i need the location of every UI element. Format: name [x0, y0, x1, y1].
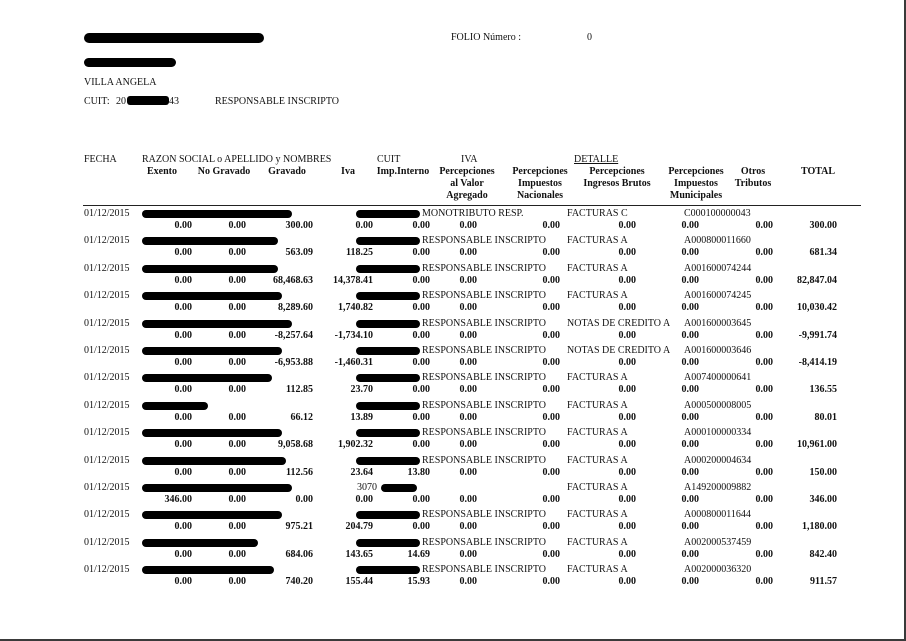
redacted-cuit	[356, 429, 420, 437]
header-otros: Otros Tributos	[734, 166, 772, 189]
header-divider	[83, 205, 861, 206]
row-perc-nac: 0.00	[542, 576, 560, 587]
redacted-cuit	[356, 566, 420, 574]
row-otros: 0.00	[755, 549, 773, 560]
redacted-address	[84, 58, 176, 67]
row-fecha: 01/12/2015	[84, 427, 130, 438]
row-gravado: 66.12	[290, 412, 313, 423]
redacted-cuit	[356, 292, 420, 300]
row-perc-valor: 0.00	[459, 549, 477, 560]
header-no-gravado: No Gravado	[197, 166, 251, 177]
redacted-name	[142, 457, 286, 465]
row-no-gravado: 0.00	[228, 494, 246, 505]
row-perc-mun: 0.00	[681, 467, 699, 478]
redacted-name	[142, 237, 278, 245]
redacted-cuit	[356, 402, 420, 410]
row-otros: 0.00	[755, 521, 773, 532]
row-total: 136.55	[809, 384, 837, 395]
redacted-name	[142, 566, 274, 574]
row-gravado: 112.56	[286, 467, 313, 478]
row-perc-nac: 0.00	[542, 549, 560, 560]
row-exento: 0.00	[174, 412, 192, 423]
row-imp-interno: 13.80	[407, 467, 430, 478]
row-otros: 0.00	[755, 494, 773, 505]
row-iva: 1,740.82	[338, 302, 373, 313]
row-perc-mun: 0.00	[681, 275, 699, 286]
row-perc-mun: 0.00	[681, 521, 699, 532]
row-no-gravado: 0.00	[228, 275, 246, 286]
header-perc-iibb: Percepciones Ingresos Brutos	[583, 166, 651, 189]
row-perc-valor: 0.00	[459, 521, 477, 532]
row-exento: 0.00	[174, 384, 192, 395]
row-iva-condition: RESPONSABLE INSCRIPTO	[422, 564, 547, 575]
row-gravado: -6,953.88	[274, 357, 313, 368]
row-iva: 204.79	[345, 521, 373, 532]
row-iva: 155.44	[345, 576, 373, 587]
row-perc-iibb: 0.00	[618, 494, 636, 505]
row-no-gravado: 0.00	[228, 330, 246, 341]
row-imp-interno: 0.00	[412, 521, 430, 532]
row-numero: C000100000043	[684, 208, 751, 219]
row-iva-condition: RESPONSABLE INSCRIPTO	[422, 345, 547, 356]
row-imp-interno: 0.00	[412, 439, 430, 450]
row-perc-iibb: 0.00	[618, 247, 636, 258]
row-perc-iibb: 0.00	[618, 549, 636, 560]
row-tipo: FACTURAS A	[567, 537, 628, 548]
row-fecha: 01/12/2015	[84, 455, 130, 466]
row-exento: 0.00	[174, 549, 192, 560]
row-numero: A000100000334	[684, 427, 752, 438]
row-exento: 0.00	[174, 302, 192, 313]
header-iva: IVA	[461, 154, 478, 165]
row-numero: A002000036320	[684, 564, 752, 575]
row-tipo: FACTURAS A	[567, 482, 628, 493]
row-tipo: FACTURAS A	[567, 509, 628, 520]
row-perc-nac: 0.00	[542, 247, 560, 258]
row-iva-condition: RESPONSABLE INSCRIPTO	[422, 290, 547, 301]
row-perc-nac: 0.00	[542, 330, 560, 341]
row-iva: 1,902.32	[338, 439, 373, 450]
row-tipo: FACTURAS C	[567, 208, 628, 219]
row-total: -8,414.19	[798, 357, 837, 368]
row-exento: 0.00	[174, 247, 192, 258]
row-total: 346.00	[809, 494, 837, 505]
row-imp-interno: 0.00	[412, 247, 430, 258]
row-total: 80.01	[814, 412, 837, 423]
row-fecha: 01/12/2015	[84, 372, 130, 383]
redacted-name	[142, 292, 282, 300]
row-exento: 0.00	[174, 576, 192, 587]
row-no-gravado: 0.00	[228, 412, 246, 423]
row-otros: 0.00	[755, 247, 773, 258]
row-no-gravado: 0.00	[228, 439, 246, 450]
row-numero: A007400000641	[684, 372, 752, 383]
row-iva-condition: RESPONSABLE INSCRIPTO	[422, 318, 547, 329]
redacted-cuit	[127, 96, 169, 105]
row-tipo: FACTURAS A	[567, 290, 628, 301]
row-no-gravado: 0.00	[228, 247, 246, 258]
row-exento: 0.00	[174, 220, 192, 231]
row-numero: A001600003646	[684, 345, 752, 356]
row-perc-nac: 0.00	[542, 357, 560, 368]
row-otros: 0.00	[755, 439, 773, 450]
row-perc-nac: 0.00	[542, 275, 560, 286]
row-no-gravado: 0.00	[228, 576, 246, 587]
row-otros: 0.00	[755, 384, 773, 395]
row-tipo: NOTAS DE CREDITO A	[567, 345, 671, 356]
redacted-name	[142, 402, 208, 410]
row-imp-interno: 0.00	[412, 220, 430, 231]
row-iva: 13.89	[350, 412, 373, 423]
row-otros: 0.00	[755, 275, 773, 286]
row-no-gravado: 0.00	[228, 357, 246, 368]
row-total: 10,961.00	[797, 439, 837, 450]
folio-value: 0	[587, 32, 592, 43]
row-perc-valor: 0.00	[459, 357, 477, 368]
row-total: -9,991.74	[798, 330, 837, 341]
row-iva: 23.64	[350, 467, 373, 478]
row-numero: A001600003645	[684, 318, 752, 329]
row-gravado: 740.20	[285, 576, 313, 587]
row-iva: 118.25	[346, 247, 373, 258]
row-perc-valor: 0.00	[459, 302, 477, 313]
row-otros: 0.00	[755, 467, 773, 478]
row-gravado: 0.00	[295, 494, 313, 505]
row-otros: 0.00	[755, 576, 773, 587]
header-perc-mun: Percepciones Impuestos Municipales	[668, 166, 724, 201]
row-cuit: 3070	[357, 482, 377, 493]
row-perc-valor: 0.00	[459, 412, 477, 423]
row-gravado: 112.85	[286, 384, 313, 395]
redacted-cuit	[356, 539, 420, 547]
header-imp-interno: Imp.Interno	[376, 166, 430, 177]
row-perc-nac: 0.00	[542, 467, 560, 478]
row-perc-iibb: 0.00	[618, 467, 636, 478]
row-fecha: 01/12/2015	[84, 400, 130, 411]
row-perc-mun: 0.00	[681, 302, 699, 313]
row-imp-interno: 0.00	[412, 412, 430, 423]
company-condition: RESPONSABLE INSCRIPTO	[215, 96, 340, 107]
row-iva: 0.00	[355, 220, 373, 231]
row-iva-condition: RESPONSABLE INSCRIPTO	[422, 235, 547, 246]
row-imp-interno: 0.00	[412, 302, 430, 313]
row-imp-interno: 0.00	[412, 384, 430, 395]
row-imp-interno: 0.00	[412, 275, 430, 286]
row-no-gravado: 0.00	[228, 384, 246, 395]
row-otros: 0.00	[755, 412, 773, 423]
row-perc-mun: 0.00	[681, 330, 699, 341]
row-perc-nac: 0.00	[542, 384, 560, 395]
row-perc-valor: 0.00	[459, 384, 477, 395]
row-perc-iibb: 0.00	[618, 384, 636, 395]
row-tipo: FACTURAS A	[567, 372, 628, 383]
header-gravado: Gravado	[268, 166, 306, 177]
row-gravado: 975.21	[285, 521, 313, 532]
row-perc-mun: 0.00	[681, 549, 699, 560]
row-gravado: 9,058.68	[278, 439, 313, 450]
row-fecha: 01/12/2015	[84, 345, 130, 356]
row-iva: -1,460.31	[334, 357, 373, 368]
row-gravado: 563.09	[285, 247, 313, 258]
row-perc-iibb: 0.00	[618, 330, 636, 341]
row-perc-iibb: 0.00	[618, 439, 636, 450]
row-iva: 23.70	[350, 384, 373, 395]
row-otros: 0.00	[755, 220, 773, 231]
redacted-name	[142, 265, 278, 273]
row-fecha: 01/12/2015	[84, 537, 130, 548]
redacted-cuit	[356, 210, 420, 218]
row-tipo: FACTURAS A	[567, 400, 628, 411]
row-total: 150.00	[809, 467, 837, 478]
row-tipo: FACTURAS A	[567, 263, 628, 274]
redacted-name	[142, 484, 292, 492]
row-perc-mun: 0.00	[681, 357, 699, 368]
row-iva-condition: RESPONSABLE INSCRIPTO	[422, 455, 547, 466]
row-perc-valor: 0.00	[459, 494, 477, 505]
row-numero: A001600074244	[684, 263, 752, 274]
redacted-cuit	[356, 374, 420, 382]
header-razon: RAZON SOCIAL o APELLIDO y NOMBRES	[142, 154, 332, 165]
row-gravado: 8,289.60	[278, 302, 313, 313]
row-exento: 0.00	[174, 467, 192, 478]
redacted-name	[142, 429, 282, 437]
row-no-gravado: 0.00	[228, 521, 246, 532]
redacted-cuit	[356, 511, 420, 519]
header-total: TOTAL	[800, 166, 836, 177]
row-exento: 0.00	[174, 521, 192, 532]
row-perc-valor: 0.00	[459, 275, 477, 286]
row-otros: 0.00	[755, 330, 773, 341]
row-exento: 0.00	[174, 439, 192, 450]
redacted-cuit	[356, 457, 420, 465]
row-total: 681.34	[809, 247, 837, 258]
row-perc-nac: 0.00	[542, 494, 560, 505]
row-numero: A000800011660	[684, 235, 751, 246]
row-tipo: NOTAS DE CREDITO A	[567, 318, 671, 329]
row-numero: A001600074245	[684, 290, 752, 301]
row-perc-mun: 0.00	[681, 247, 699, 258]
row-gravado: 300.00	[285, 220, 313, 231]
row-numero: A149200009882	[684, 482, 752, 493]
row-iva-condition: RESPONSABLE INSCRIPTO	[422, 427, 547, 438]
row-fecha: 01/12/2015	[84, 263, 130, 274]
row-perc-iibb: 0.00	[618, 302, 636, 313]
redacted-cuit	[356, 237, 420, 245]
row-fecha: 01/12/2015	[84, 235, 130, 246]
row-tipo: FACTURAS A	[567, 455, 628, 466]
row-no-gravado: 0.00	[228, 220, 246, 231]
row-iva-condition: RESPONSABLE INSCRIPTO	[422, 537, 547, 548]
header-iva-amount: Iva	[341, 166, 355, 177]
redacted-name	[142, 539, 258, 547]
row-iva-condition: RESPONSABLE INSCRIPTO	[422, 400, 547, 411]
row-exento: 0.00	[174, 275, 192, 286]
row-total: 911.57	[810, 576, 837, 587]
row-perc-nac: 0.00	[542, 521, 560, 532]
row-exento: 346.00	[164, 494, 192, 505]
header-detalle: DETALLE	[574, 154, 619, 165]
redacted-company-name	[84, 33, 264, 43]
row-perc-valor: 0.00	[459, 330, 477, 341]
row-perc-iibb: 0.00	[618, 576, 636, 587]
row-tipo: FACTURAS A	[567, 235, 628, 246]
header-exento: Exento	[147, 166, 177, 177]
row-fecha: 01/12/2015	[84, 482, 130, 493]
row-fecha: 01/12/2015	[84, 290, 130, 301]
row-perc-mun: 0.00	[681, 412, 699, 423]
row-total: 300.00	[809, 220, 837, 231]
header-perc-nac: Percepciones Impuestos Nacionales	[512, 166, 568, 201]
row-total: 1,180.00	[802, 521, 837, 532]
row-fecha: 01/12/2015	[84, 509, 130, 520]
row-no-gravado: 0.00	[228, 549, 246, 560]
redacted-name	[142, 347, 282, 355]
row-iva-condition: RESPONSABLE INSCRIPTO	[422, 263, 547, 274]
redacted-cuit	[356, 347, 420, 355]
row-tipo: FACTURAS A	[567, 427, 628, 438]
row-gravado: -8,257.64	[274, 330, 313, 341]
row-iva-condition: RESPONSABLE INSCRIPTO	[422, 509, 547, 520]
row-iva: 0.00	[355, 494, 373, 505]
row-imp-interno: 0.00	[412, 494, 430, 505]
row-numero: A000500008005	[684, 400, 752, 411]
redacted-name	[142, 374, 272, 382]
row-otros: 0.00	[755, 357, 773, 368]
redacted-name	[142, 210, 292, 218]
row-perc-mun: 0.00	[681, 439, 699, 450]
row-gravado: 68,468.63	[273, 275, 313, 286]
row-numero: A000800011644	[684, 509, 751, 520]
row-perc-iibb: 0.00	[618, 357, 636, 368]
redacted-cuit	[356, 320, 420, 328]
row-imp-interno: 0.00	[412, 357, 430, 368]
row-perc-iibb: 0.00	[618, 275, 636, 286]
cuit-label: CUIT:	[84, 96, 110, 107]
redacted-cuit	[381, 484, 417, 492]
header-perc-valor: Percepciones al Valor Agregado	[439, 166, 495, 201]
row-perc-valor: 0.00	[459, 467, 477, 478]
row-perc-nac: 0.00	[542, 220, 560, 231]
row-otros: 0.00	[755, 302, 773, 313]
row-total: 82,847.04	[797, 275, 837, 286]
row-fecha: 01/12/2015	[84, 318, 130, 329]
row-perc-iibb: 0.00	[618, 521, 636, 532]
row-numero: A000200004634	[684, 455, 752, 466]
row-perc-nac: 0.00	[542, 412, 560, 423]
row-exento: 0.00	[174, 357, 192, 368]
row-perc-nac: 0.00	[542, 302, 560, 313]
row-total: 10,030.42	[797, 302, 837, 313]
row-perc-valor: 0.00	[459, 576, 477, 587]
row-tipo: FACTURAS A	[567, 564, 628, 575]
row-perc-valor: 0.00	[459, 220, 477, 231]
company-town: VILLA ANGELA	[84, 77, 157, 88]
row-perc-iibb: 0.00	[618, 412, 636, 423]
cuit-prefix: 20	[116, 96, 126, 107]
row-iva: -1,734.10	[334, 330, 373, 341]
row-perc-iibb: 0.00	[618, 220, 636, 231]
row-exento: 0.00	[174, 330, 192, 341]
redacted-name	[142, 320, 292, 328]
row-iva: 143.65	[345, 549, 373, 560]
row-no-gravado: 0.00	[228, 302, 246, 313]
row-perc-mun: 0.00	[681, 220, 699, 231]
folio-label: FOLIO Número :	[451, 32, 521, 43]
row-imp-interno: 0.00	[412, 330, 430, 341]
cuit-suffix: 43	[169, 96, 179, 107]
row-iva-condition: MONOTRIBUTO RESP.	[422, 208, 524, 219]
row-perc-nac: 0.00	[542, 439, 560, 450]
row-iva-condition: RESPONSABLE INSCRIPTO	[422, 372, 547, 383]
row-fecha: 01/12/2015	[84, 564, 130, 575]
header-fecha: FECHA	[84, 154, 117, 165]
row-no-gravado: 0.00	[228, 467, 246, 478]
row-perc-mun: 0.00	[681, 576, 699, 587]
row-perc-mun: 0.00	[681, 384, 699, 395]
row-imp-interno: 15.93	[407, 576, 430, 587]
row-perc-mun: 0.00	[681, 494, 699, 505]
header-cuit: CUIT	[377, 154, 401, 165]
row-numero: A002000537459	[684, 537, 752, 548]
row-fecha: 01/12/2015	[84, 208, 130, 219]
redacted-cuit	[356, 265, 420, 273]
row-iva: 14,378.41	[333, 275, 373, 286]
row-gravado: 684.06	[285, 549, 313, 560]
redacted-name	[142, 511, 282, 519]
row-perc-valor: 0.00	[459, 439, 477, 450]
row-perc-valor: 0.00	[459, 247, 477, 258]
row-total: 842.40	[809, 549, 837, 560]
row-imp-interno: 14.69	[407, 549, 430, 560]
